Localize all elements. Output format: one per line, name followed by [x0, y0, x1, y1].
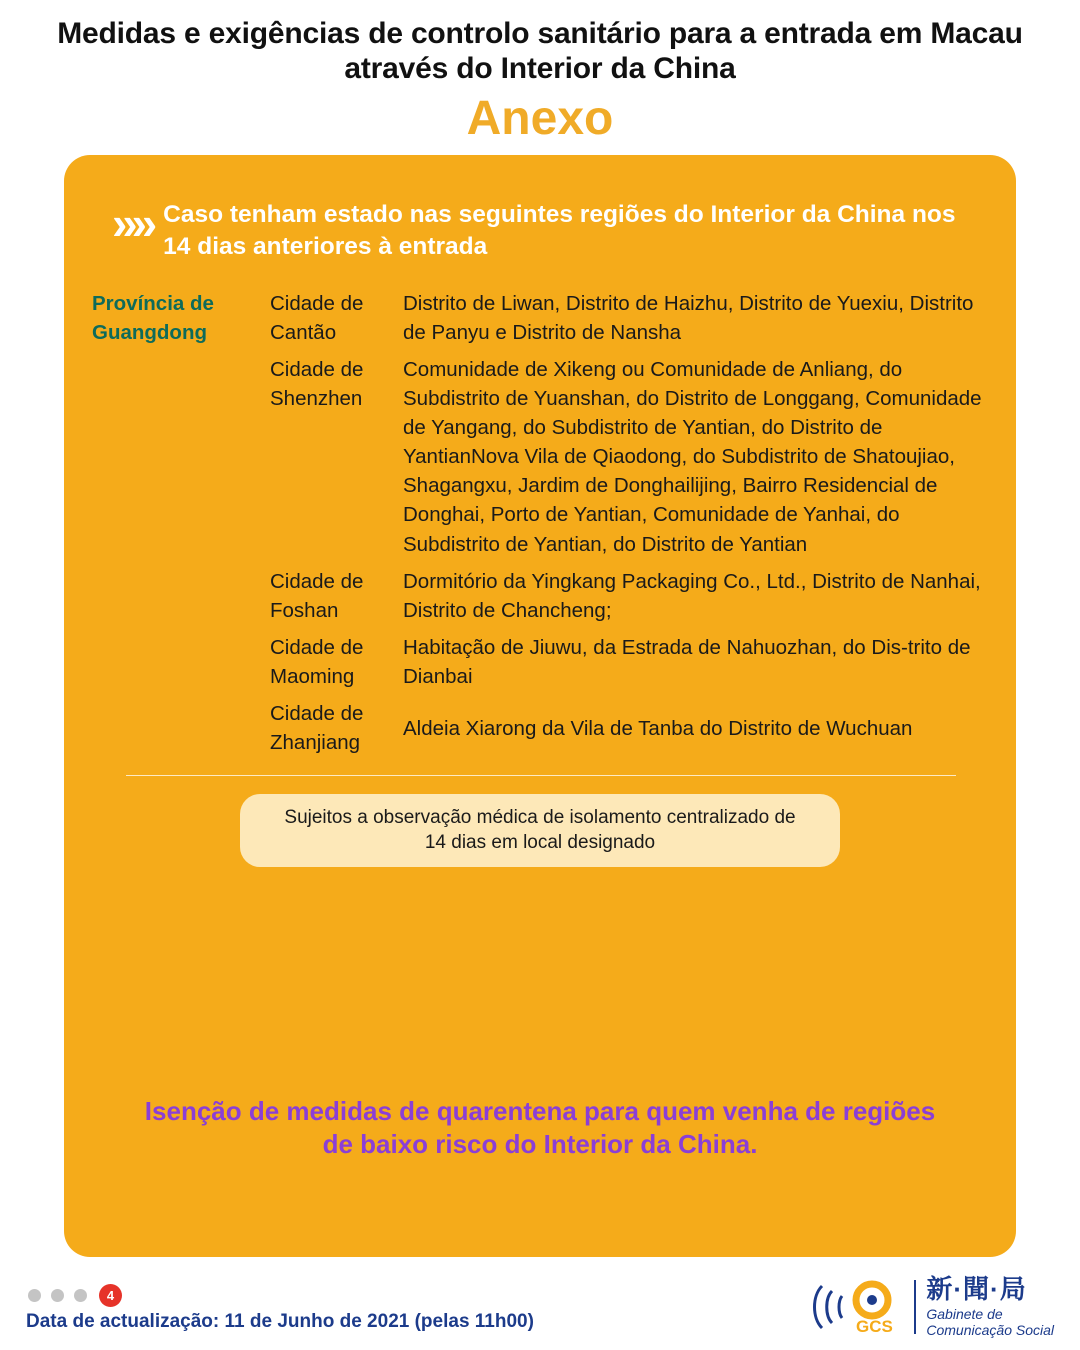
- exemption-note: Isenção de medidas de quarentena para quem venha de regiões de baixo risco do Interior da China.: [144, 1096, 936, 1160]
- section-heading: [64, 155, 1016, 263]
- table-row: [92, 355, 992, 559]
- region-description: Aldeia Xiarong da Vila de Tanba do Distrito de Wuchuan: [403, 716, 913, 740]
- gcs-logo-icon: [808, 1276, 904, 1338]
- city-label: Cidade de Cantão: [270, 291, 364, 344]
- province-label: Província de Guangdong: [92, 291, 214, 344]
- city-label: Cidade de Maoming: [270, 635, 364, 688]
- page-footer: [0, 1262, 1080, 1350]
- logo-pt-line1: Gabinete de: [926, 1306, 1003, 1322]
- page-dot-3[interactable]: [74, 1289, 87, 1302]
- double-chevron-right-icon: »»: [112, 197, 152, 249]
- page-dot-2[interactable]: [51, 1289, 64, 1302]
- city-label: Cidade de Zhanjiang: [270, 702, 364, 755]
- update-date: Data de actualização: 11 de Junho de 2021 (pelas 11h00): [26, 1311, 534, 1332]
- page-subtitle: Anexo: [466, 91, 614, 145]
- divider: [126, 775, 956, 776]
- table-row: [92, 633, 992, 691]
- region-description: Habitação de Jiuwu, da Estrada de Nahuozhan, do Dis-trito de Dianbai: [403, 635, 971, 688]
- pill-note-container: [64, 794, 1016, 867]
- gcs-logo: [808, 1276, 1054, 1338]
- logo-chinese-name: 新·聞·局: [926, 1274, 1027, 1304]
- city-label: Cidade de Foshan: [270, 569, 364, 622]
- page-indicator: [28, 1284, 122, 1307]
- table-row: [92, 567, 992, 625]
- region-description: Dormitório da Yingkang Packaging Co., Ltd., Distrito de Nanhai, Distrito de Chancheng;: [403, 569, 981, 622]
- city-label: Cidade de Shenzhen: [270, 357, 364, 411]
- logo-divider: [914, 1280, 916, 1334]
- page-dot-1[interactable]: [28, 1289, 41, 1302]
- logo-text: [926, 1276, 1054, 1338]
- page-header: [0, 0, 1080, 149]
- page-dot-4-current[interactable]: 4: [99, 1284, 122, 1307]
- pill-note: Sujeitos a observação médica de isolamento centralizado de 14 dias em local designado: [240, 794, 840, 867]
- logo-portuguese-name: [926, 1306, 1054, 1338]
- logo-pt-line2: Comunicação Social: [926, 1322, 1054, 1339]
- region-description: Comunidade de Xikeng ou Comunidade de Anliang, do Subdistrito de Yuanshan, do Distrito de Longgang, Comunidade de Yangang, do Subdistrito de Yantian, do Distrito de YantianNova Vila de Qiaodong, do Subdistrito de Shatoujiao, Shagangxu, Jardim de Donghailijing, Bairro Residencial de Donghai, Porto de Yantian, Comunidade de Yanhai, do Subdistrito de Yantian, do Distrito de Yantian: [403, 357, 982, 556]
- table-row: [92, 289, 992, 347]
- page-title: Medidas e exigências de controlo sanitário para a entrada em Macau através do Interior da China: [57, 17, 1023, 86]
- regions-table: [92, 289, 992, 758]
- region-description: Distrito de Liwan, Distrito de Haizhu, Distrito de Yuexiu, Distrito de Panyu e Distrito de Nansha: [403, 291, 974, 344]
- content-card: [64, 155, 1016, 1257]
- svg-text:GCS: GCS: [856, 1317, 894, 1337]
- table-row: [92, 699, 992, 757]
- section-heading-text: Caso tenham estado nas seguintes regiões do Interior da China nos 14 dias anteriores à entrada: [163, 201, 956, 260]
